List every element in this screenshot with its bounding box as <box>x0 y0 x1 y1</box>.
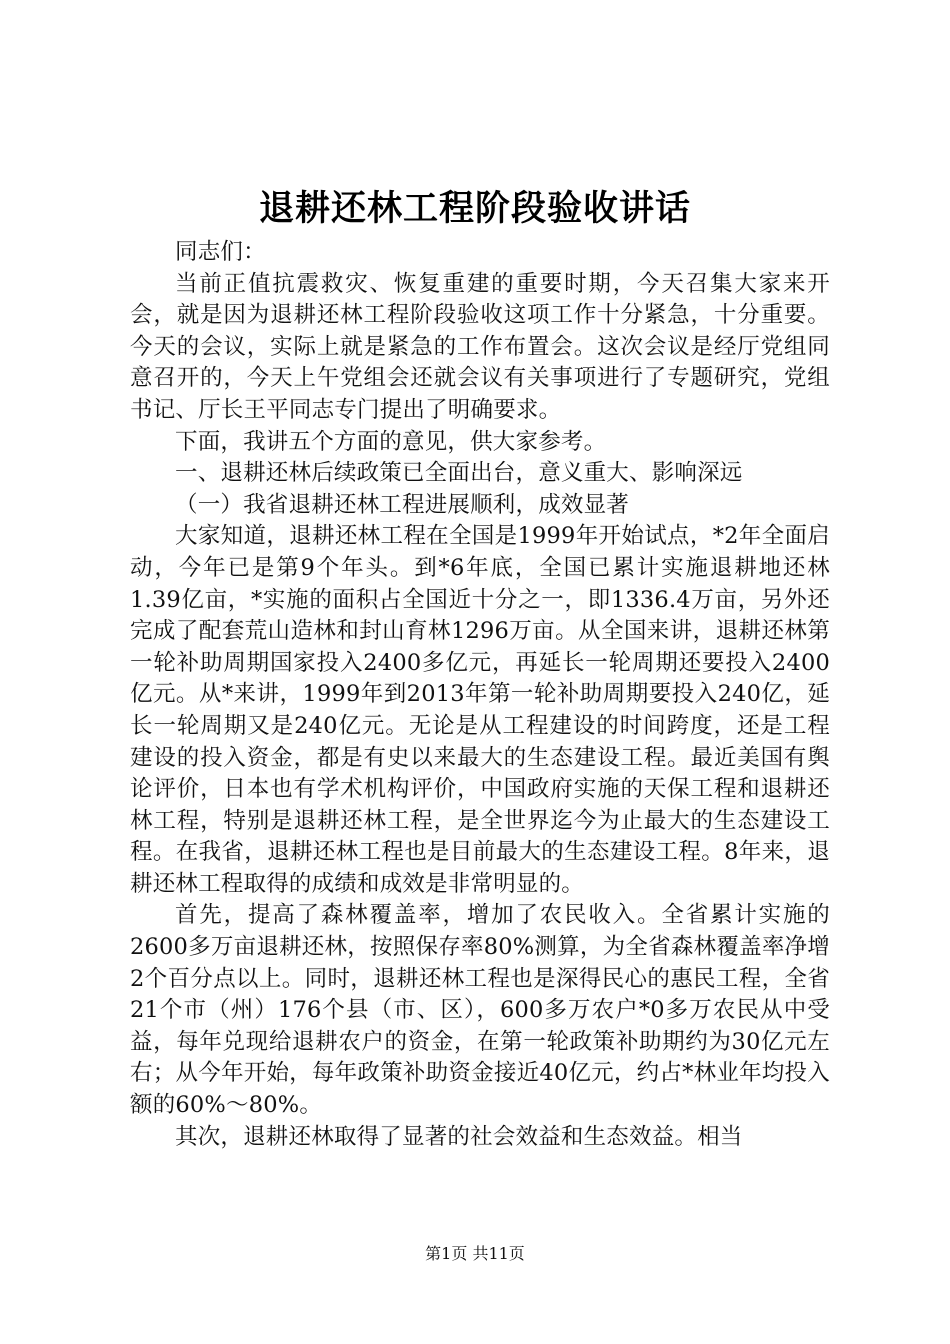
document-body <box>130 237 830 1153</box>
subsection-heading: （一）我省退耕还林工程进展顺利，成效显著 <box>175 491 630 518</box>
salutation-paragraph: 同志们： <box>175 239 266 265</box>
body-paragraph: 其次，退耕还林取得了显著的社会效益和生态效益。相当 <box>175 1123 743 1150</box>
body-paragraph: 大家知道，退耕还林工程在全国是1999年开始试点，*2年全面启动，今年已是第9个年头。到*6年底，全国已累计实施退耕地还林1.39亿亩，*实施的面积占全国近十分之一，即1336.4万亩，另外还完成了配套荒山造林和封山育林1296万亩。从全国来讲，退耕还林第一轮补助周期国家投入2400多亿元，再延长一轮周期还要投入2400亿元。从*来讲，1999年到2013年第一轮补助周期要投入240亿，延长一轮周期又是240亿元。无论是从工程建设的时间跨度，还是工程建设的投入资金，都是有史以来最大的生态建设工程。最近美国有舆论评价，日本也有学术机构评价，中国政府实施的天保工程和退耕还林工程，特别是退耕还林工程，是全世界迄今为止最大的生态建设工程。在我省，退耕还林工程也是目前最大的生态建设工程。8年来，退耕还林工程取得的成绩和成效是非常明显的。 <box>130 523 830 897</box>
body-paragraph: 当前正值抗震救灾、恢复重建的重要时期，今天召集大家来开会，就是因为退耕还林工程阶段验收这项工作十分紧急，十分重要。今天的会议，实际上就是紧急的工作布置会。这次会议是经厅党组同意召开的，今天上午党组会还就会议有关事项进行了专题研究，党组书记、厅长王平同志专门提出了明确要求。 <box>130 270 830 423</box>
section-heading: 一、退耕还林后续政策已全面出台，意义重大、影响深远 <box>175 460 743 487</box>
body-paragraph: 下面，我讲五个方面的意见，供大家参考。 <box>175 428 607 455</box>
document-title: 退耕还林工程阶段验收讲话 <box>258 189 691 229</box>
body-paragraph: 首先，提高了森林覆盖率，增加了农民收入。全省累计实施的2600多万亩退耕还林，按照保存率80%测算，为全省森林覆盖率净增2个百分点以上。同时，退耕还林工程也是深得民心的惠民工程，全省21个市（州）176个县（市、区），600多万农户*0多万农民从中受益，每年兑现给退耕农户的资金，在第一轮政策补助期约为30亿元左右；从今年开始，每年政策补助资金接近40亿元，约占*林业年均投入额的60%～80%。 <box>130 902 830 1119</box>
page-footer: 第1页 共11页 <box>425 1244 525 1263</box>
